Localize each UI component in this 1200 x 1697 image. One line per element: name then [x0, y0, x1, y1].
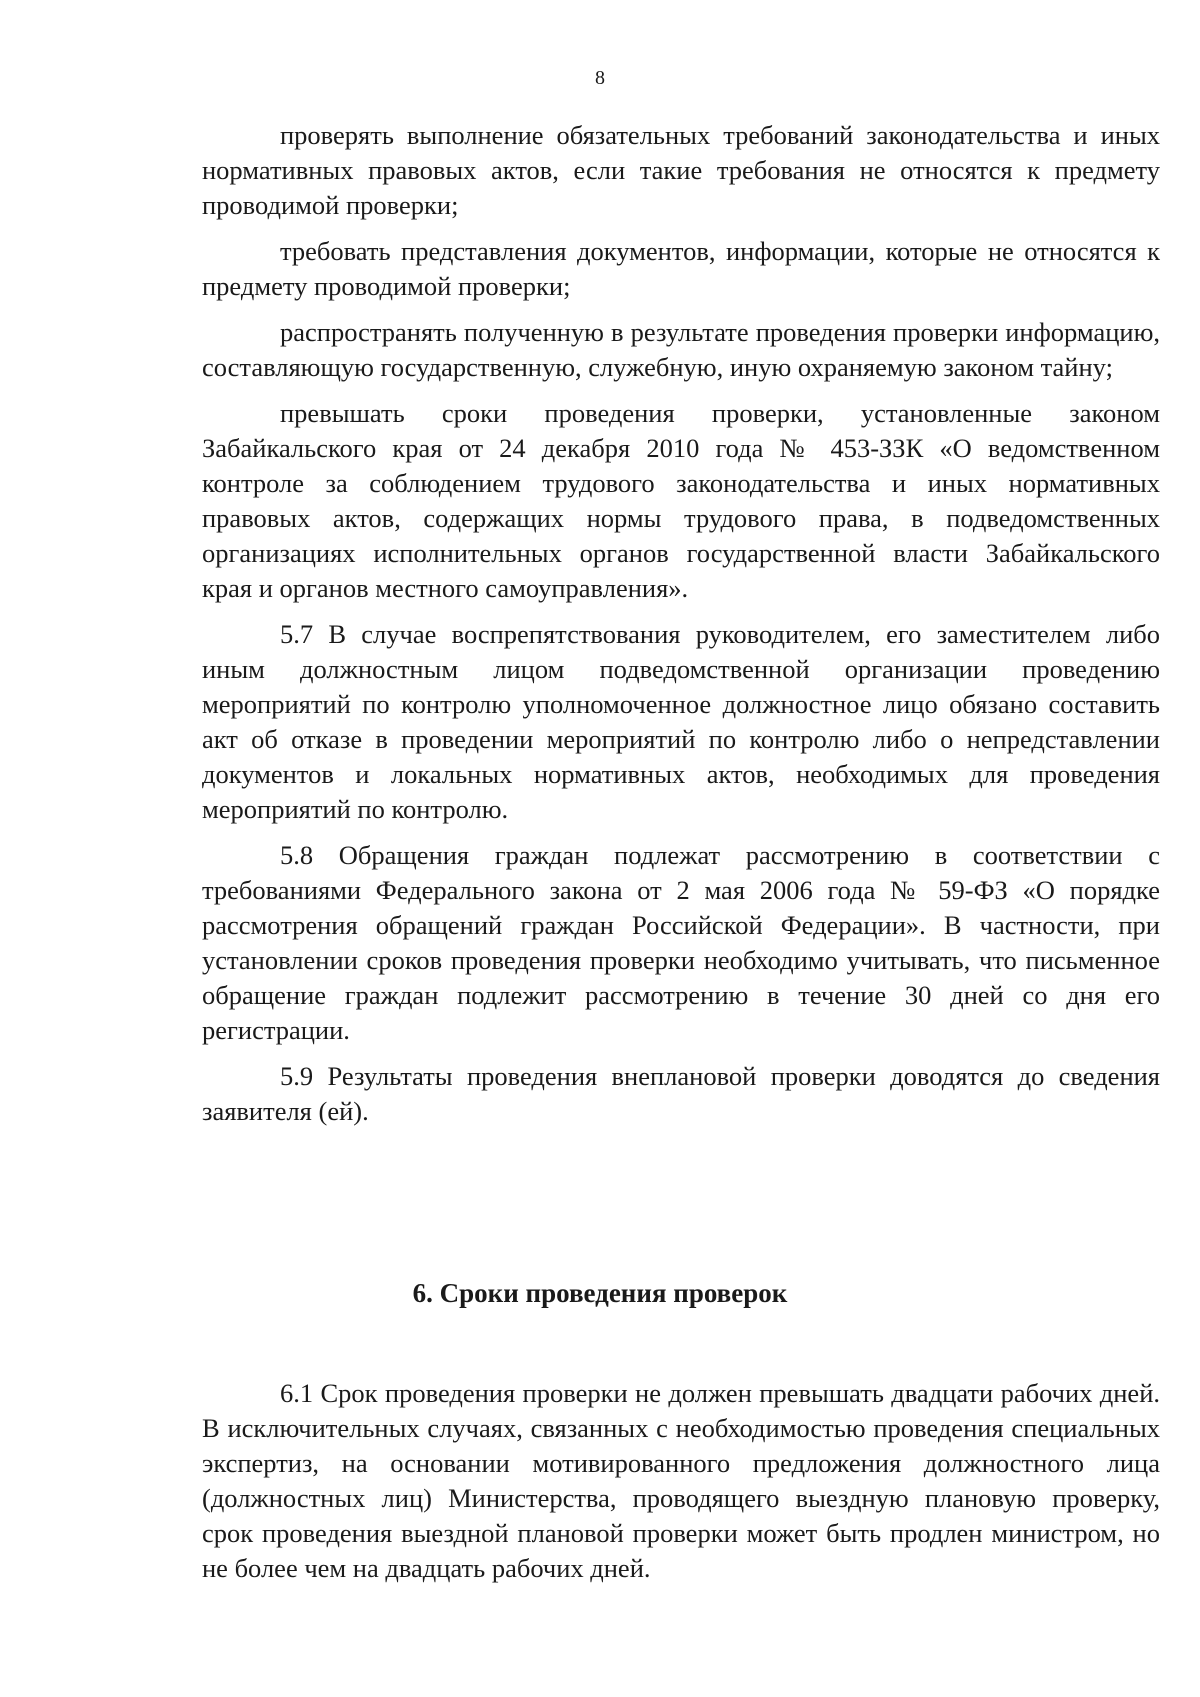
paragraph-request-documents: требовать представления документов, информации, которые не относятся к предмету проводимой проверки;	[202, 236, 1160, 301]
paragraph-verify-requirements: проверять выполнение обязательных требований законодательства и иных нормативных правовых актов, если такие требования не относятся к предмету проводимой проверки;	[202, 120, 1160, 220]
section-heading: 6. Сроки проведения проверок	[412, 1278, 788, 1308]
page-number: 8	[595, 67, 605, 89]
paragraph-disclose-secrets: распространять полученную в результате проведения проверки информацию, составляющую государственную, служебную, иную охраняемую законом тайну;	[202, 317, 1160, 382]
paragraph-6-1: 6.1 Срок проведения проверки не должен превышать двадцати рабочих дней. В исключительных случаях, связанных с необходимостью проведения специальных экспертиз, на основании мотивированного предложения должностного лица (должностных лиц) Министерства, проводящего выездную плановую проверку, срок проведения выездной плановой проверки может быть продлен министром, но не более чем на двадцать рабочих дней.	[202, 1378, 1160, 1583]
paragraph-5-8: 5.8 Обращения граждан подлежат рассмотрению в соответствии с требованиями Федерального закона от 2 мая 2006 года № 59-ФЗ «О порядке рассмотрения обращений граждан Российской Федерации». В частности, при установлении сроков проведения проверки необходимо учитывать, что письменное обращение граждан подлежит рассмотрению в течение 30 дней со дня его регистрации.	[202, 840, 1160, 1045]
document-body-top	[202, 118, 1160, 1140]
paragraph-5-9: 5.9 Результаты проведения внеплановой проверки доводятся до сведения заявителя (ей).	[202, 1061, 1160, 1126]
paragraph-5-7: 5.7 В случае воспрепятствования руководителем, его заместителем либо иным должностным лицом подведомственной организации проведению мероприятий по контролю уполномоченное должностное лицо обязано составить акт об отказе в проведении мероприятий по контролю либо о непредставлении документов и локальных нормативных актов, необходимых для проведения мероприятий по контролю.	[202, 619, 1160, 824]
document-body-bottom	[202, 1376, 1160, 1597]
paragraph-exceed-deadlines: превышать сроки проведения проверки, установленные законом Забайкальского края от 24 декабря 2010 года № 453-ЗЗК «О ведомственном контроле за соблюдением трудового законодательства и иных нормативных правовых актов, содержащих нормы трудового права, в подведомственных организациях исполнительных органов государственной власти Забайкальского края и органов местного самоуправления».	[202, 398, 1160, 603]
